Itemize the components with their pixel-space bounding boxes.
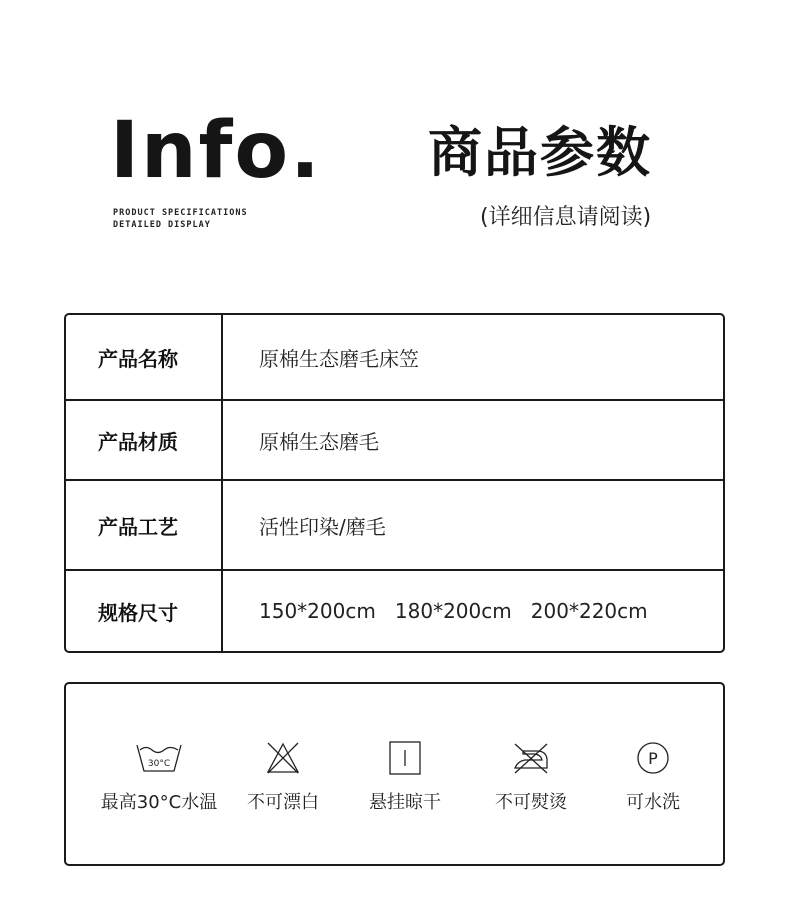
wash-30-icon <box>94 740 224 776</box>
spec-label: 产品工艺 <box>66 481 223 569</box>
spec-value: 150*200cm 180*200cm 200*220cm <box>259 599 648 623</box>
spec-label: 产品名称 <box>66 315 223 399</box>
subtitle-line: PRODUCT SPECIFICATIONS <box>113 208 248 218</box>
spec-value: 原棉生态磨毛 <box>259 429 379 454</box>
care-item <box>340 740 470 814</box>
spec-row <box>66 315 723 401</box>
spec-label: 规格尺寸 <box>66 571 223 651</box>
no-bleach-icon <box>218 740 348 776</box>
care-label: 可水洗 <box>626 792 680 813</box>
care-item <box>466 740 596 814</box>
header-title-en: Info. <box>110 106 322 196</box>
care-label: 最高30°C水温 <box>100 792 218 813</box>
spec-value: 活性印染/磨毛 <box>259 514 386 539</box>
spec-value: 原棉生态磨毛床笠 <box>259 346 419 371</box>
spec-table <box>64 313 725 653</box>
spec-row <box>66 401 723 481</box>
subtitle-line: DETAILED DISPLAY <box>113 220 211 230</box>
dry-clean-p-icon <box>588 740 718 776</box>
care-item <box>94 740 224 814</box>
care-label: 不可熨烫 <box>495 792 567 813</box>
care-item <box>588 740 718 814</box>
dry-clean-letter: P <box>648 749 658 768</box>
wash-temp-text: 30°C <box>147 759 171 769</box>
spec-label: 产品材质 <box>66 401 223 479</box>
care-label: 不可漂白 <box>247 792 319 813</box>
care-box <box>64 682 725 866</box>
no-iron-icon <box>466 740 596 776</box>
care-item <box>218 740 348 814</box>
hang-dry-icon <box>340 740 470 776</box>
spec-row <box>66 571 723 651</box>
header-title-cn: 商品参数 <box>428 121 652 184</box>
spec-row <box>66 481 723 571</box>
header-subtitle <box>113 207 248 231</box>
header-note: (详细信息请阅读) <box>480 205 652 230</box>
care-label: 悬挂晾干 <box>369 792 441 813</box>
